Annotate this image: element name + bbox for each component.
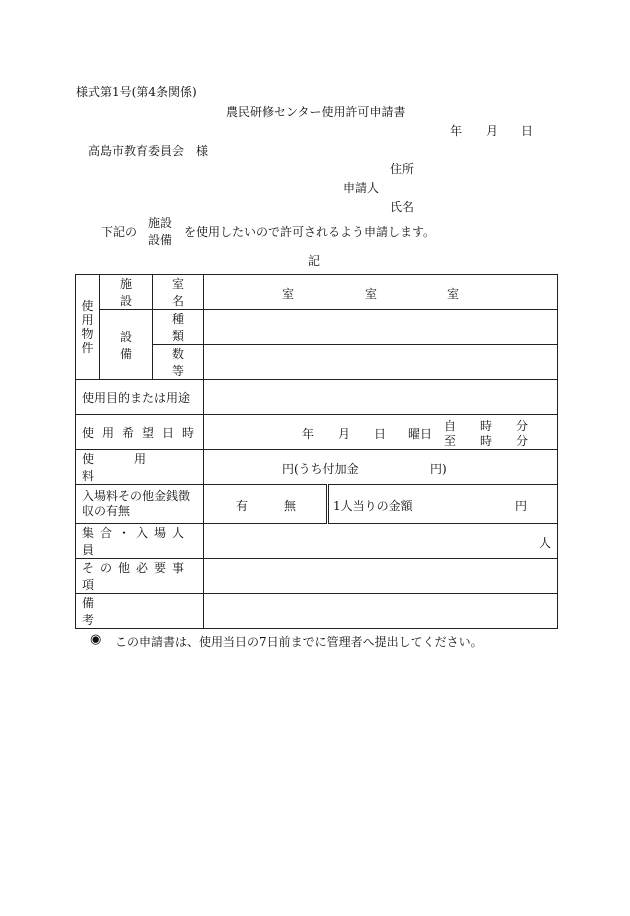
room-entry-cell[interactable]	[204, 275, 558, 310]
quantity-cell	[153, 345, 204, 380]
purpose-label-cell	[76, 380, 204, 415]
admission-label-1: 入場料その他金銭徴	[82, 489, 191, 503]
date-year-label: 年	[450, 124, 463, 138]
kind-label: 種類	[171, 312, 196, 343]
attendees-entry-cell[interactable]	[204, 524, 558, 559]
room-name-cell	[153, 275, 204, 310]
use-property-cell	[76, 275, 100, 380]
quantity-label: 数等	[171, 347, 196, 378]
bullet-icon: ◉	[90, 632, 102, 647]
remarks-label-cell	[76, 594, 204, 629]
form-title: 農民研修センター使用許可申請書	[226, 105, 406, 119]
purpose-entry-cell[interactable]	[204, 380, 558, 415]
ki-heading: 記	[308, 254, 321, 268]
per-person-yen: 円	[515, 499, 528, 513]
footer-note: この申請書は、使用当日の7日前までに管理者へ提出してください。	[115, 635, 483, 649]
other-label: その他必要事項	[82, 561, 191, 592]
admission-amount-cell[interactable]	[328, 485, 558, 524]
admission-no[interactable]: 無	[284, 499, 297, 513]
dt-from-hour: 時	[480, 419, 493, 433]
room-unit-1: 室	[282, 287, 295, 301]
applicant-label: 申請人	[343, 181, 380, 195]
name-label: 氏名	[390, 200, 415, 214]
dt-day: 日	[374, 427, 387, 441]
intro-option-facility: 施設	[148, 216, 173, 230]
fee-label: 使用料	[82, 452, 187, 483]
desired-datetime-label: 使用希望日時	[82, 425, 203, 440]
room-name-label: 室名	[171, 277, 196, 308]
fee-label-cell	[76, 450, 204, 485]
kind-entry-cell[interactable]	[204, 310, 558, 345]
remarks-label: 備考	[82, 596, 185, 627]
use-property-label: 使用物件	[81, 299, 94, 355]
purpose-label: 使用目的または用途	[82, 390, 191, 405]
admission-yes-no-cell[interactable]	[204, 485, 328, 524]
fee-entry-cell[interactable]	[204, 450, 558, 485]
date-day-label: 日	[521, 124, 534, 138]
date-month-label: 月	[486, 124, 499, 138]
attendees-label-cell	[76, 524, 204, 559]
dt-weekday: 曜日	[408, 427, 433, 441]
desired-datetime-label-cell	[76, 415, 204, 450]
dt-to-hour: 時	[480, 434, 493, 448]
dt-year: 年	[302, 427, 315, 441]
per-person-label: 1人当りの金額	[333, 499, 413, 513]
dt-from: 自	[444, 419, 457, 433]
intro-prefix: 下記の	[101, 225, 138, 239]
kind-cell	[153, 310, 204, 345]
room-unit-3: 室	[447, 287, 460, 301]
intro-suffix: を使用したいので許可されるよう申請します。	[184, 225, 436, 239]
admission-label-cell	[76, 485, 204, 524]
fee-close-text: 円)	[430, 462, 447, 476]
form-number: 様式第1号(第4条関係)	[76, 85, 197, 99]
dt-to: 至	[444, 434, 457, 448]
addressee: 高島市教育委員会 様	[88, 144, 209, 158]
facility-cell	[100, 275, 153, 310]
address-label: 住所	[390, 162, 415, 176]
other-label-cell	[76, 559, 204, 594]
facility-label: 施設	[119, 277, 144, 308]
equipment-label: 設備	[119, 329, 144, 361]
quantity-entry-cell[interactable]	[204, 345, 558, 380]
dt-to-minute: 分	[516, 434, 529, 448]
room-unit-2: 室	[365, 287, 378, 301]
desired-datetime-entry-cell[interactable]	[204, 415, 558, 450]
attendees-label: 集合・入場人員	[82, 526, 191, 557]
remarks-entry-cell[interactable]	[204, 594, 558, 629]
other-entry-cell[interactable]	[204, 559, 558, 594]
attendees-unit: 人	[538, 536, 551, 550]
dt-month: 月	[338, 427, 351, 441]
fee-value-text: 円(うち付加金	[282, 462, 359, 476]
application-table	[75, 274, 558, 629]
admission-label-2: 収の有無	[82, 504, 131, 518]
intro-option-equipment: 設備	[148, 233, 173, 247]
equipment-cell	[100, 310, 153, 380]
dt-from-minute: 分	[516, 419, 529, 433]
admission-yes[interactable]: 有	[236, 499, 249, 513]
